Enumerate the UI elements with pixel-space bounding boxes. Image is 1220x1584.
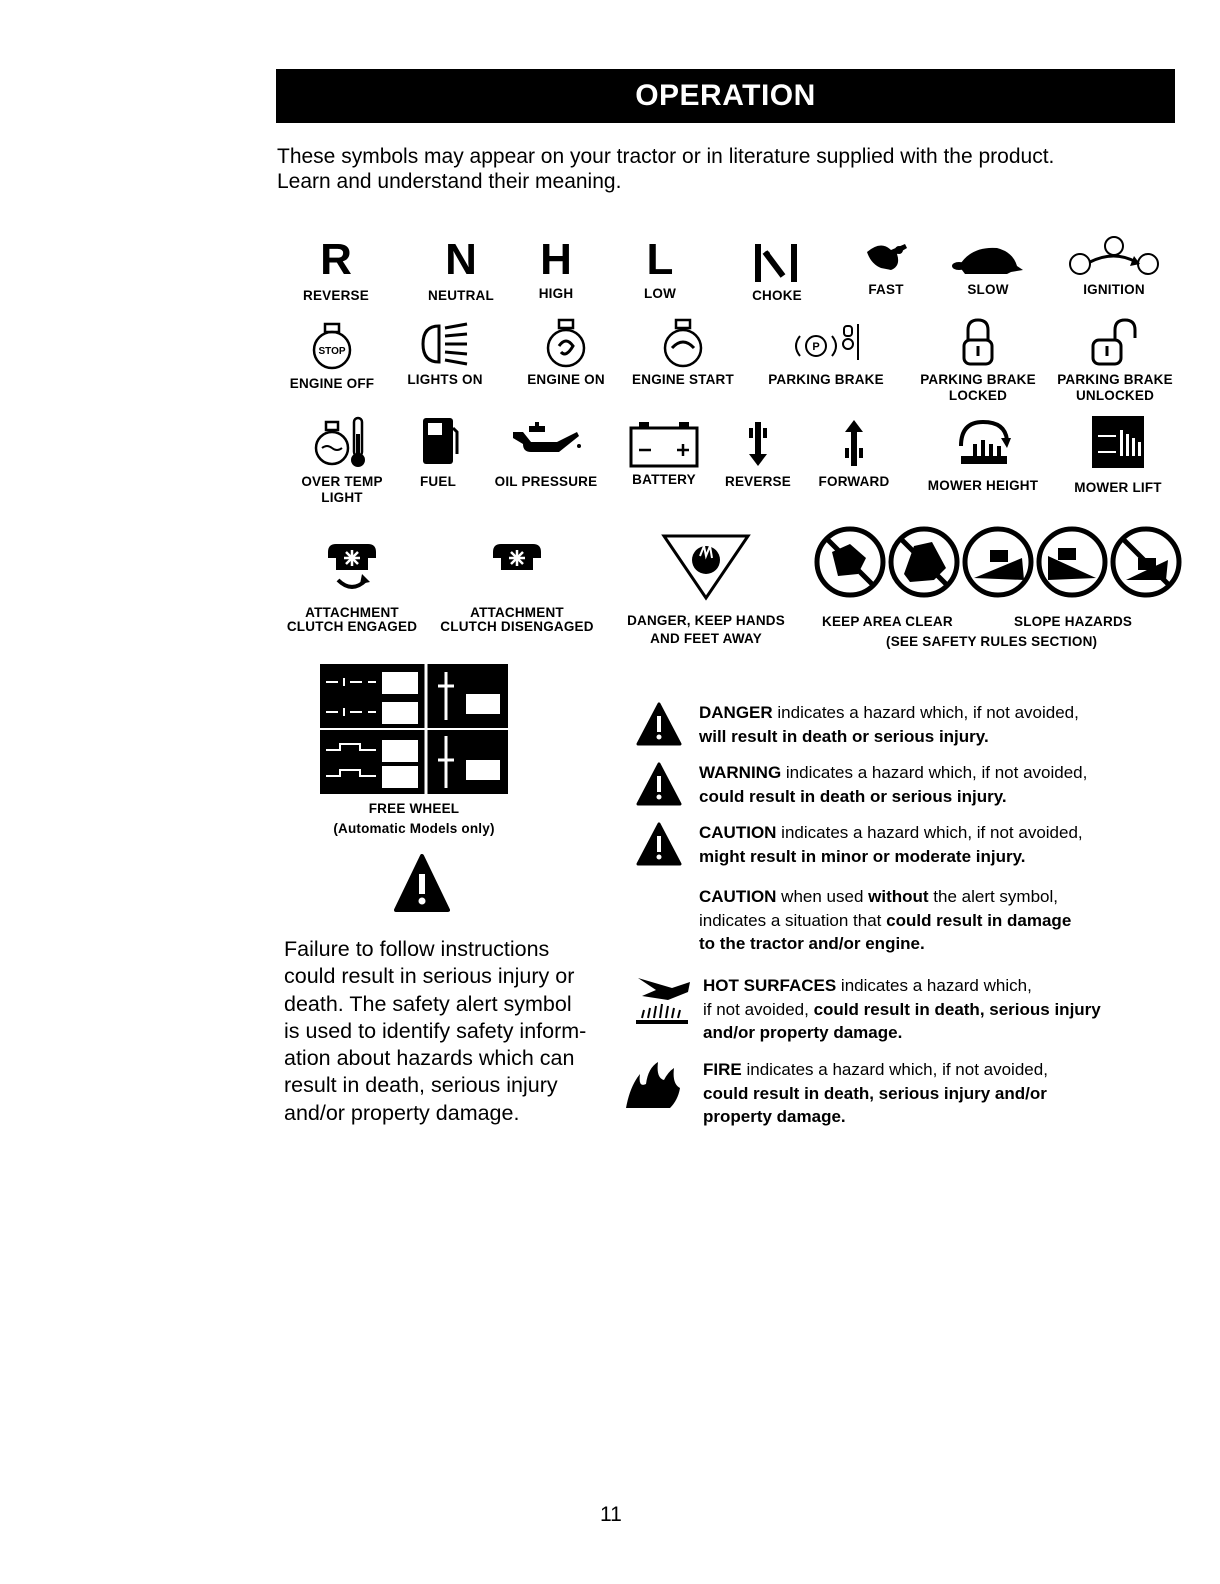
paragraph-line: ation about hazards which can xyxy=(284,1046,575,1071)
hot-surfaces-keyword: HOT SURFACES xyxy=(703,976,837,995)
symbol-label: ENGINE START xyxy=(632,372,734,387)
symbol-high xyxy=(526,235,586,302)
paragraph-line: is used to identify safety inform- xyxy=(284,1018,587,1043)
danger-definition xyxy=(699,701,1169,748)
symbol-label: REVERSE xyxy=(725,474,791,489)
symbol-label: OIL PRESSURE xyxy=(494,474,598,489)
safety-alert-symbol-icon xyxy=(394,854,450,914)
reverse-arrow-icon xyxy=(743,418,773,468)
symbol-label: HIGH xyxy=(538,286,574,301)
mower-lift-icon xyxy=(1090,414,1146,470)
danger-keyword: DANGER xyxy=(699,703,773,722)
symbol-label: CHOKE xyxy=(752,288,802,303)
symbol-label: PARKING BRAKE xyxy=(920,372,1036,387)
symbol-label: MOWER LIFT xyxy=(1074,480,1162,495)
symbol-over-temp xyxy=(290,414,394,506)
caution-consequence: might result in minor or moderate injury. xyxy=(699,846,1026,866)
symbol-reverse xyxy=(296,235,376,304)
symbol-parking-brake-unlocked xyxy=(1050,318,1180,404)
text: could result in death, serious injury xyxy=(813,999,1101,1019)
symbol-slow xyxy=(950,244,1026,298)
symbol-label: IGNITION xyxy=(1083,282,1145,297)
text: indicates a hazard which, if not avoided, xyxy=(741,1060,1048,1079)
symbol-label: FAST xyxy=(868,282,904,297)
page-number: 11 xyxy=(600,1503,622,1526)
symbol-low xyxy=(630,235,690,302)
clutch-engaged-icon xyxy=(322,540,382,600)
symbol-reverse-direction xyxy=(718,418,798,490)
symbol-label: LOW xyxy=(643,286,677,301)
keep-area-clear-label: KEEP AREA CLEAR xyxy=(822,614,953,629)
caution-alert-icon xyxy=(636,822,682,866)
symbol-lights-on xyxy=(400,318,490,388)
text: property damage. xyxy=(703,1107,846,1126)
paragraph-line: could result in serious injury or xyxy=(284,964,575,989)
danger-alert-icon xyxy=(636,702,682,746)
battery-icon xyxy=(627,420,701,468)
warning-alert-icon xyxy=(636,762,682,806)
danger-consequence: will result in death or serious injury. xyxy=(699,726,989,746)
symbol-label: ENGINE ON xyxy=(527,372,605,387)
caution-definition xyxy=(699,821,1169,868)
symbol-label: ATTACHMENT xyxy=(305,605,399,620)
clutch-disengaged-icon xyxy=(487,540,547,600)
symbol-battery xyxy=(624,420,704,488)
text: without xyxy=(868,887,929,906)
symbol-mower-height xyxy=(918,416,1048,494)
symbol-label-2: LIGHT xyxy=(321,490,363,505)
symbol-label: MOWER HEIGHT xyxy=(927,478,1039,493)
symbol-label-2: UNLOCKED xyxy=(1075,388,1155,403)
symbol-label-2: LOCKED xyxy=(948,388,1008,403)
symbol-danger-hands xyxy=(616,532,796,648)
warning-consequence: could result in death or serious injury. xyxy=(699,786,1007,806)
choke-icon xyxy=(747,240,807,284)
free-wheel-sublabel: (Automatic Models only) xyxy=(333,821,495,836)
reverse-glyph: R xyxy=(320,235,352,284)
slope-hazards-label: SLOPE HAZARDS xyxy=(1014,614,1133,629)
caution-text: indicates a hazard which, if not avoided, xyxy=(776,823,1083,842)
see-safety-rules-label: (SEE SAFETY RULES SECTION) xyxy=(886,634,1098,649)
high-glyph: H xyxy=(540,235,572,284)
symbol-parking-brake-locked xyxy=(912,318,1044,404)
symbol-label: ATTACHMENT xyxy=(470,605,564,620)
prohibition-symbols-icon xyxy=(814,524,1182,600)
symbol-label: BATTERY xyxy=(632,472,696,487)
free-wheel-diagram xyxy=(320,664,508,794)
hand-hazard-icon xyxy=(660,532,752,602)
text: when used xyxy=(776,887,869,906)
turtle-icon xyxy=(951,244,1025,280)
low-glyph: L xyxy=(646,235,674,284)
paragraph-line: and/or property damage. xyxy=(284,1100,520,1125)
intro-line-1: These symbols may appear on your tractor or in literature supplied with the product. xyxy=(277,145,1055,168)
text: could result in damage xyxy=(886,910,1072,930)
text: indicates a situation that xyxy=(699,910,887,930)
symbol-fast xyxy=(858,236,914,298)
paragraph-line: death. The safety alert symbol xyxy=(284,991,572,1016)
text: to the tractor and/or engine. xyxy=(699,934,925,953)
engine-on-icon xyxy=(541,318,591,368)
ignition-icon xyxy=(1066,234,1162,278)
symbol-oil-pressure xyxy=(486,418,606,490)
symbol-clutch-disengaged xyxy=(430,540,604,634)
symbol-engine-on xyxy=(516,318,616,388)
text: indicates a hazard which, xyxy=(836,976,1032,995)
forward-arrow-icon xyxy=(839,418,869,468)
text: the alert symbol, xyxy=(928,887,1059,906)
lock-closed-icon xyxy=(958,318,998,368)
warning-keyword: WARNING xyxy=(699,763,782,782)
text: could result in death, serious injury and/or xyxy=(703,1083,1047,1103)
fire-definition xyxy=(703,1058,1173,1129)
symbol-choke xyxy=(742,240,812,304)
symbol-ignition xyxy=(1066,234,1162,298)
symbol-label: REVERSE xyxy=(303,288,369,303)
section-header xyxy=(276,69,1175,123)
mower-height-icon xyxy=(951,416,1015,470)
symbol-label: FORWARD xyxy=(818,474,890,489)
lock-open-icon xyxy=(1085,318,1145,368)
text: and/or property damage. xyxy=(703,1023,903,1042)
free-wheel-label: FREE WHEEL xyxy=(368,801,460,816)
stop-text: STOP xyxy=(318,346,346,357)
symbol-parking-brake xyxy=(760,318,892,388)
fire-icon xyxy=(622,1058,686,1110)
symbol-label: PARKING BRAKE xyxy=(768,372,884,387)
intro-text xyxy=(277,144,1157,194)
warning-text: indicates a hazard which, if not avoided, xyxy=(781,763,1088,782)
danger-text: indicates a hazard which, if not avoided, xyxy=(772,703,1079,722)
symbol-engine-off xyxy=(282,322,382,392)
intro-line-2: Learn and understand their meaning. xyxy=(277,170,622,193)
symbol-label: FUEL xyxy=(419,474,457,489)
engine-start-icon xyxy=(658,318,708,368)
parking-brake-icon xyxy=(786,318,866,368)
symbol-engine-start xyxy=(626,318,740,388)
symbol-clutch-engaged xyxy=(280,540,424,634)
symbol-label: SLOW xyxy=(967,282,1009,297)
hot-surfaces-definition xyxy=(703,974,1173,1045)
paragraph-line: result in death, serious injury xyxy=(284,1073,558,1098)
symbol-fuel xyxy=(408,414,468,490)
caution-keyword: CAUTION xyxy=(699,887,777,906)
paragraph-line: Failure to follow instructions xyxy=(284,937,550,961)
headlight-icon xyxy=(415,318,475,368)
symbol-forward-direction xyxy=(812,418,896,490)
symbol-neutral xyxy=(416,235,506,304)
caution-no-symbol-definition xyxy=(699,885,1169,956)
symbol-label: NEUTRAL xyxy=(428,288,494,303)
free-wheel-icon xyxy=(320,664,508,794)
text: if not avoided, xyxy=(703,999,814,1019)
fuel-pump-icon xyxy=(417,414,459,466)
symbol-label-2: AND FEET AWAY xyxy=(650,631,762,646)
oil-can-icon xyxy=(509,418,583,464)
symbol-label-2: CLUTCH DISENGAGED xyxy=(440,619,594,634)
neutral-glyph: N xyxy=(445,235,477,284)
symbol-label: OVER TEMP xyxy=(301,474,383,489)
fire-keyword: FIRE xyxy=(703,1060,742,1079)
caution-keyword: CAUTION xyxy=(699,823,777,842)
engine-off-icon xyxy=(307,322,357,370)
thermometer-icon xyxy=(312,414,372,470)
rabbit-icon xyxy=(861,236,911,278)
safety-paragraph xyxy=(284,936,624,1127)
section-title: OPERATION xyxy=(635,79,816,112)
symbol-label: ENGINE OFF xyxy=(289,376,375,391)
symbol-mower-lift xyxy=(1066,414,1170,496)
warning-definition xyxy=(699,761,1169,808)
prohibition-icons xyxy=(814,524,1182,600)
hot-surface-icon xyxy=(632,974,694,1028)
symbol-label: DANGER, KEEP HANDS xyxy=(627,613,785,628)
symbol-label: PARKING BRAKE xyxy=(1057,372,1173,387)
symbol-label-2: CLUTCH ENGAGED xyxy=(286,619,418,634)
symbol-label: LIGHTS ON xyxy=(407,372,483,387)
p-text: P xyxy=(812,341,820,353)
